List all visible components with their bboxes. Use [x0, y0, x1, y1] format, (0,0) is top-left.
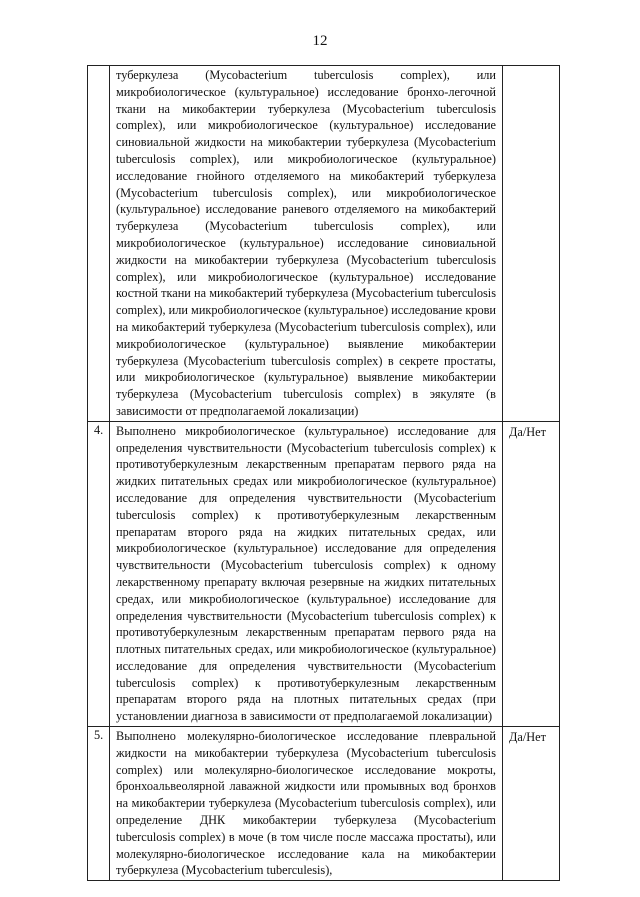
criterion-text: Выполнено молекулярно-биологическое исследование плевральной жидкости на микобактерии туберкулеза (Mycobacterium tuberculosis complex) или молекулярно-биологическое исследование мокроты, бронхоальвеолярной лаважной жидкости или промывных вод бронхов на микобактерии туберкулеза (Mycobacterium tuberculosis complex), или определение ДНК микобактерии туберкулеза (Mycobacterium tuberculosis complex) в моче (в том числе после массажа простаты), или молекулярно-биологическое исследование кала на микобактерии туберкулеза (Mycobacterium tuberculesis),: [110, 727, 503, 881]
answer-cell: Да/Нет: [503, 727, 560, 881]
criterion-text: туберкулеза (Mycobacterium tuberculosis complex), или микробиологическое (культуральное) исследование бронхо-легочной ткани на микобактерии туберкулеза (Mycobacterium tuberculosis complex), или микробиологическое (культуральное) исследование синовиальной жидкости на микобактерии туберкулеза (Mycobacterium tuberculosis complex), или микробиологическое (культуральное) исследование гнойного отделяемого на микобактерий туберкулеза (Mycobacterium tuberculosis complex), или микробиологическое (культуральное) исследование раневого отделяемого на микобактерий туберкулеза (Mycobacterium tuberculosis complex), или микробиологическое (культуральное) исследование синовиальной жидкости на микобактерии туберкулеза (Mycobacterium tuberculosis complex), или микробиологическое (культуральное) исследование костной ткани на микобактерий туберкулеза (Mycobacterium tuberculosis complex), или микробиологическое (культуральное) исследование крови на микобактерий туберкулеза (Mycobacterium tuberculosis complex), или микробиологическое (культуральное) выявление микобактерии туберкулеза (Mycobacterium tuberculosis complex) в секрете простаты, или микробиологическое (культуральное) выявление микобактерии туберкулеза (Mycobacterium tuberculosis complex) в эякуляте (в зависимости от предполагаемой локализации): [110, 66, 503, 422]
criterion-text: Выполнено микробиологическое (культуральное) исследование для определения чувствительности (Mycobacterium tuberculosis complex) к противотуберкулезным лекарственным препаратам первого ряда на жидких питательных средах или микробиологическое (культуральное) исследование для определения чувствительности (Mycobacterium tuberculosis complex) к противотуберкулезным лекарственным препаратам второго ряда на жидких питательных средах, или микробиологическое (культуральное) исследование для определения чувствительности (Mycobacterium tuberculosis complex) к одному лекарственному препарату включая резервные на жидких питательных средах, или микробиологическое (культуральное) исследование для определения чувствительности (Mycobacterium tuberculosis complex) к противотуберкулезным лекарственным препаратам первого ряда на плотных питательных средах, или микробиологическое (культуральное) исследование для определения чувствительности (Mycobacterium tuberculosis complex) к противотуберкулезным лекарственным препаратам второго ряда на плотных питательных средах (при установлении диагноза в зависимости от предполагаемой локализации): [110, 421, 503, 726]
page-number: 12: [312, 33, 328, 49]
table-row: [88, 727, 560, 881]
row-number: 5.: [88, 727, 110, 881]
row-number: 4.: [88, 421, 110, 726]
answer-cell: [503, 66, 560, 422]
criteria-table: [87, 65, 560, 881]
answer-cell: Да/Нет: [503, 421, 560, 726]
row-number: [88, 66, 110, 422]
table-row: [88, 421, 560, 726]
table-row: [88, 66, 560, 422]
